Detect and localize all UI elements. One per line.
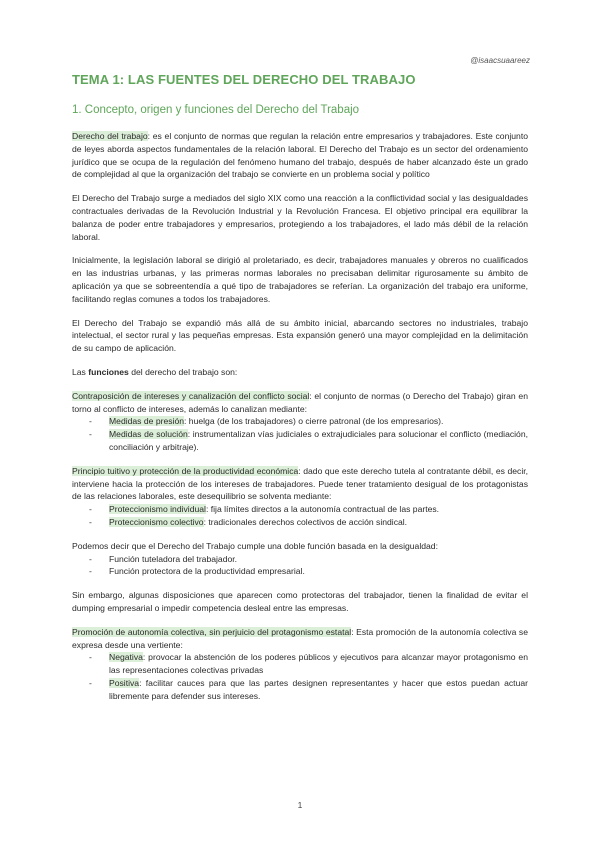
- list-item: [72, 677, 528, 703]
- bullet-dash: -: [89, 553, 92, 564]
- list-item-text: : provocar la abstención de los poderes públicos y ejecutivos para alcanzar mayor protagonismo en las representaciones colectivas privadas: [109, 652, 528, 676]
- page-number: 1: [297, 800, 303, 810]
- bullet-dash: -: [89, 566, 92, 577]
- list-item: [72, 516, 528, 529]
- page-title: TEMA 1: LAS FUENTES DEL DERECHO DEL TRABAJO: [72, 72, 416, 87]
- highlighted-term: Negativa: [109, 652, 143, 663]
- highlighted-term: Principio tuitivo y protección de la productividad económica: [72, 465, 299, 476]
- paragraph-dumping: Sin embargo, algunas disposiciones que aparecen como protectoras del trabajador, tienen la finalidad de evitar el dumping empresarial o impedir competencia desleal entre las empresas.: [72, 590, 528, 613]
- paragraph-expansion: El Derecho del Trabajo se expandió más allá de su ámbito inicial, abarcando sectores no industriales, trabajo intelectual, el sector rural y las pequeñas empresas. Esta expansión generó una mayor complejidad en la delimitación de su campo de aplicación.: [72, 317, 528, 354]
- list-item-text: Función tuteladora del trabajador.: [109, 553, 238, 564]
- paragraph-double-function: Podemos decir que el Derecho del Trabajo cumple una doble función basada en la desigualdad:: [72, 540, 438, 551]
- list-item: [72, 651, 528, 677]
- bullet-dash: -: [89, 429, 92, 440]
- bullet-dash: -: [89, 677, 92, 688]
- highlighted-term: Promoción de autonomía colectiva, sin perjuicio del protagonismo estatal: [72, 626, 352, 637]
- paragraph-initial: Inicialmente, la legislación laboral se dirigió al proletariado, es decir, trabajadores manuales y obreros no cualificados en las industrias urbanas, y las primeras normas laborales no precisaban delimitar rigurosamente su ámbito de aplicación ya que se sobreentendía a qué tipo de trabajadores se referían. La organización del trabajo era uniforme, facilitando reglas comunes a todos los trabajadores.: [72, 255, 528, 304]
- list-item-text: : facilitar cauces para que las partes designen representantes y hacer que estos puedan actuar libremente para defender sus intereses.: [109, 677, 528, 701]
- list-item-text: : huelga (de los trabajadores) o cierre patronal (de los empresarios).: [184, 416, 444, 427]
- function-conflict-list: [72, 415, 528, 453]
- list-item: [72, 503, 528, 516]
- paragraph-text: : es el conjunto de normas que regulan la relación entre empresarios y trabajadores. Este conjunto de leyes aborda aspectos fundamentales de la relación laboral. El Derecho del Trabajo es un sector del ordenamiento jurídico que se ocupa de la regulación del fenómeno humano del trabajo, después de haber alcanzado éste un grado de complejidad al que la organización del trabajo se convierte en un problema social y político: [72, 131, 528, 180]
- list-item-text: : tradicionales derechos colectivos de acción sindical.: [203, 516, 408, 527]
- function-conflict: [72, 390, 528, 416]
- highlighted-term: Proteccionismo colectivo: [109, 516, 204, 527]
- highlighted-term: Proteccionismo individual: [109, 504, 206, 515]
- bullet-dash: -: [89, 516, 92, 527]
- highlighted-term: Medidas de presión: [109, 416, 185, 427]
- document-body: [72, 130, 528, 713]
- paragraph-text: Las: [72, 366, 89, 377]
- bullet-dash: -: [89, 504, 92, 515]
- list-item: [72, 553, 528, 566]
- paragraph-origin: El Derecho del Trabajo surge a mediados del siglo XIX como una reacción a la conflictividad social y las desigualdades contractuales derivadas de la Revolución Industrial y la Revolución Francesa. El objetivo principal era equilibrar la balanza de poder entre trabajadores y empresarios, protegiendo a los trabajadores, el lado más débil de la relación laboral.: [72, 193, 528, 242]
- highlighted-term: Contraposición de intereses y canalización del conflicto social: [72, 390, 310, 401]
- list-item: [72, 415, 528, 428]
- paragraph-text: : Esta promoción de la autonomía colectiva se expresa desde una vertiente:: [72, 626, 528, 650]
- section-title: 1. Concepto, origen y funciones del Derecho del Trabajo: [72, 104, 360, 116]
- paragraph-text: del derecho del trabajo son:: [128, 366, 238, 377]
- highlighted-term: Positiva: [109, 677, 140, 688]
- paragraph-functions-intro: [72, 366, 528, 379]
- highlighted-term: Derecho del trabajo: [72, 131, 148, 141]
- highlighted-term: Medidas de solución: [109, 429, 188, 440]
- author-handle: @isaacsuaareez: [470, 56, 530, 65]
- bullet-dash: -: [89, 652, 92, 663]
- bullet-dash: -: [89, 416, 92, 427]
- paragraph-definition: [72, 130, 528, 181]
- list-item-text: : fija límites directos a la autonomía contractual de las partes.: [205, 504, 440, 515]
- double-function-list: [72, 553, 528, 579]
- function-autonomy: [72, 626, 528, 652]
- list-item-text: : instrumentalizan vías judiciales o extrajudiciales para solucionar el conflicto (mediación, conciliación y arbitraje).: [109, 429, 528, 452]
- paragraph-text: : el conjunto de normas (o Derecho del Trabajo) giran en torno al conflicto de intereses, además lo canalizan mediante:: [72, 390, 528, 414]
- list-item-text: Función protectora de la productividad empresarial.: [109, 566, 305, 577]
- function-protective-list: [72, 503, 528, 529]
- bold-term: funciones: [88, 366, 129, 377]
- list-item: [72, 428, 528, 454]
- paragraph-text: : dado que este derecho tutela al contratante débil, es decir, interviene hacia la protección de los intereses de trabajadores. Puede tener tratamiento desigual de los protagonistas de las relaciones laborales, este desequilibrio se solventa mediante:: [72, 465, 528, 502]
- function-autonomy-list: [72, 651, 528, 702]
- list-item: [72, 565, 528, 578]
- function-protective: [72, 465, 528, 503]
